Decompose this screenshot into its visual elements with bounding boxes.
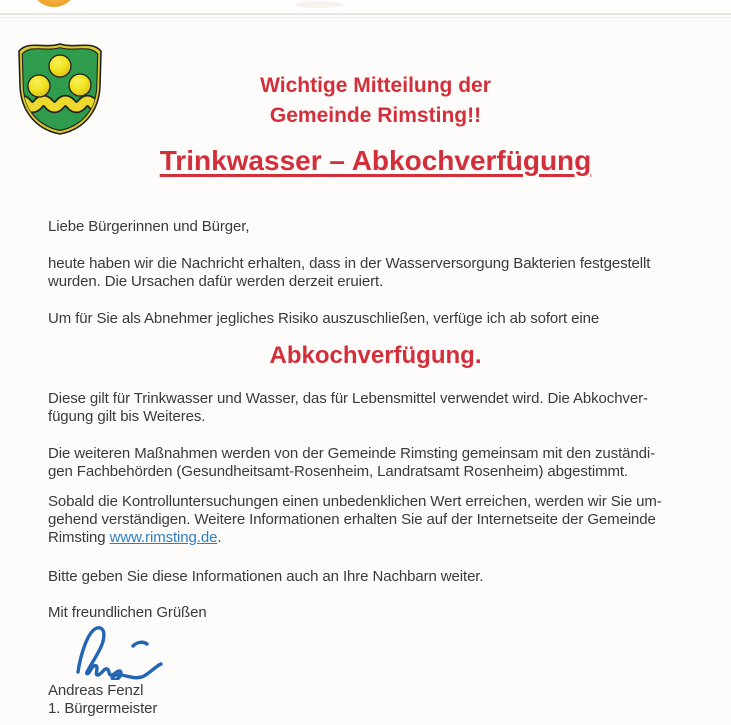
text-line: fügung gilt bis Weiteres. — [48, 408, 206, 425]
text-line: Die weiteren Maßnahmen werden von der Gemeinde Rimsting gemeinsam mit den zuständi- — [48, 445, 655, 462]
paragraph-controls — [48, 493, 731, 547]
paragraph-risk: Um für Sie als Abnehmer jegliches Risiko auszuschließen, verfüge ich ab sofort eine — [48, 310, 600, 327]
signer-block — [48, 682, 731, 718]
text-line: heute haben wir die Nachricht erhalten, dass in der Wasserversorgung Bakterien festgestellt — [48, 255, 651, 272]
notice-heading — [48, 71, 703, 131]
text-line: Diese gilt für Trinkwasser und Wasser, das für Lebensmittel verwendet wird. Die Abkochver- — [48, 390, 648, 407]
text-line: gehend verständigen. Weitere Informationen erhalten Sie auf der Internetseite der Gemeinde — [48, 511, 656, 528]
text-line: Sobald die Kontrolluntersuchungen einen unbedenklichen Wert erreichen, werden wir Sie um- — [48, 493, 662, 510]
link-prefix-text: Rimsting — [48, 529, 110, 546]
decree-heading: Abkochverfügung. — [269, 342, 482, 369]
text-line-with-link — [48, 529, 731, 547]
salutation: Liebe Bürgerinnen und Bürger, — [48, 218, 250, 235]
paragraph-measures — [48, 445, 731, 481]
paragraph-neighbors: Bitte geben Sie diese Informationen auch an Ihre Nachbarn weiter. — [48, 568, 484, 585]
rimsting-website-link[interactable]: www.rimsting.de — [109, 529, 218, 546]
signer-title: 1. Bürgermeister — [48, 700, 158, 717]
paragraph-bacteria-news — [48, 255, 731, 291]
signature-scribble-icon — [72, 624, 184, 680]
text-line: gen Fachbehörden (Gesundheitsamt-Rosenheim, Landratsamt Rosenheim) abgestimmt. — [48, 463, 628, 480]
signer-name: Andreas Fenzl — [48, 682, 144, 699]
notice-heading-line2: Gemeinde Rimsting!! — [269, 104, 482, 127]
paragraph-scope — [48, 390, 731, 426]
notice-heading-line1: Wichtige Mitteilung der — [260, 74, 491, 97]
document-title: Trinkwasser – Abkochverfügung — [159, 145, 592, 176]
closing-line: Mit freundlichen Grüßen — [48, 604, 207, 621]
text-line: wurden. Die Ursachen dafür werden derzeit eruiert. — [48, 273, 384, 290]
link-suffix-text: . — [217, 529, 222, 546]
